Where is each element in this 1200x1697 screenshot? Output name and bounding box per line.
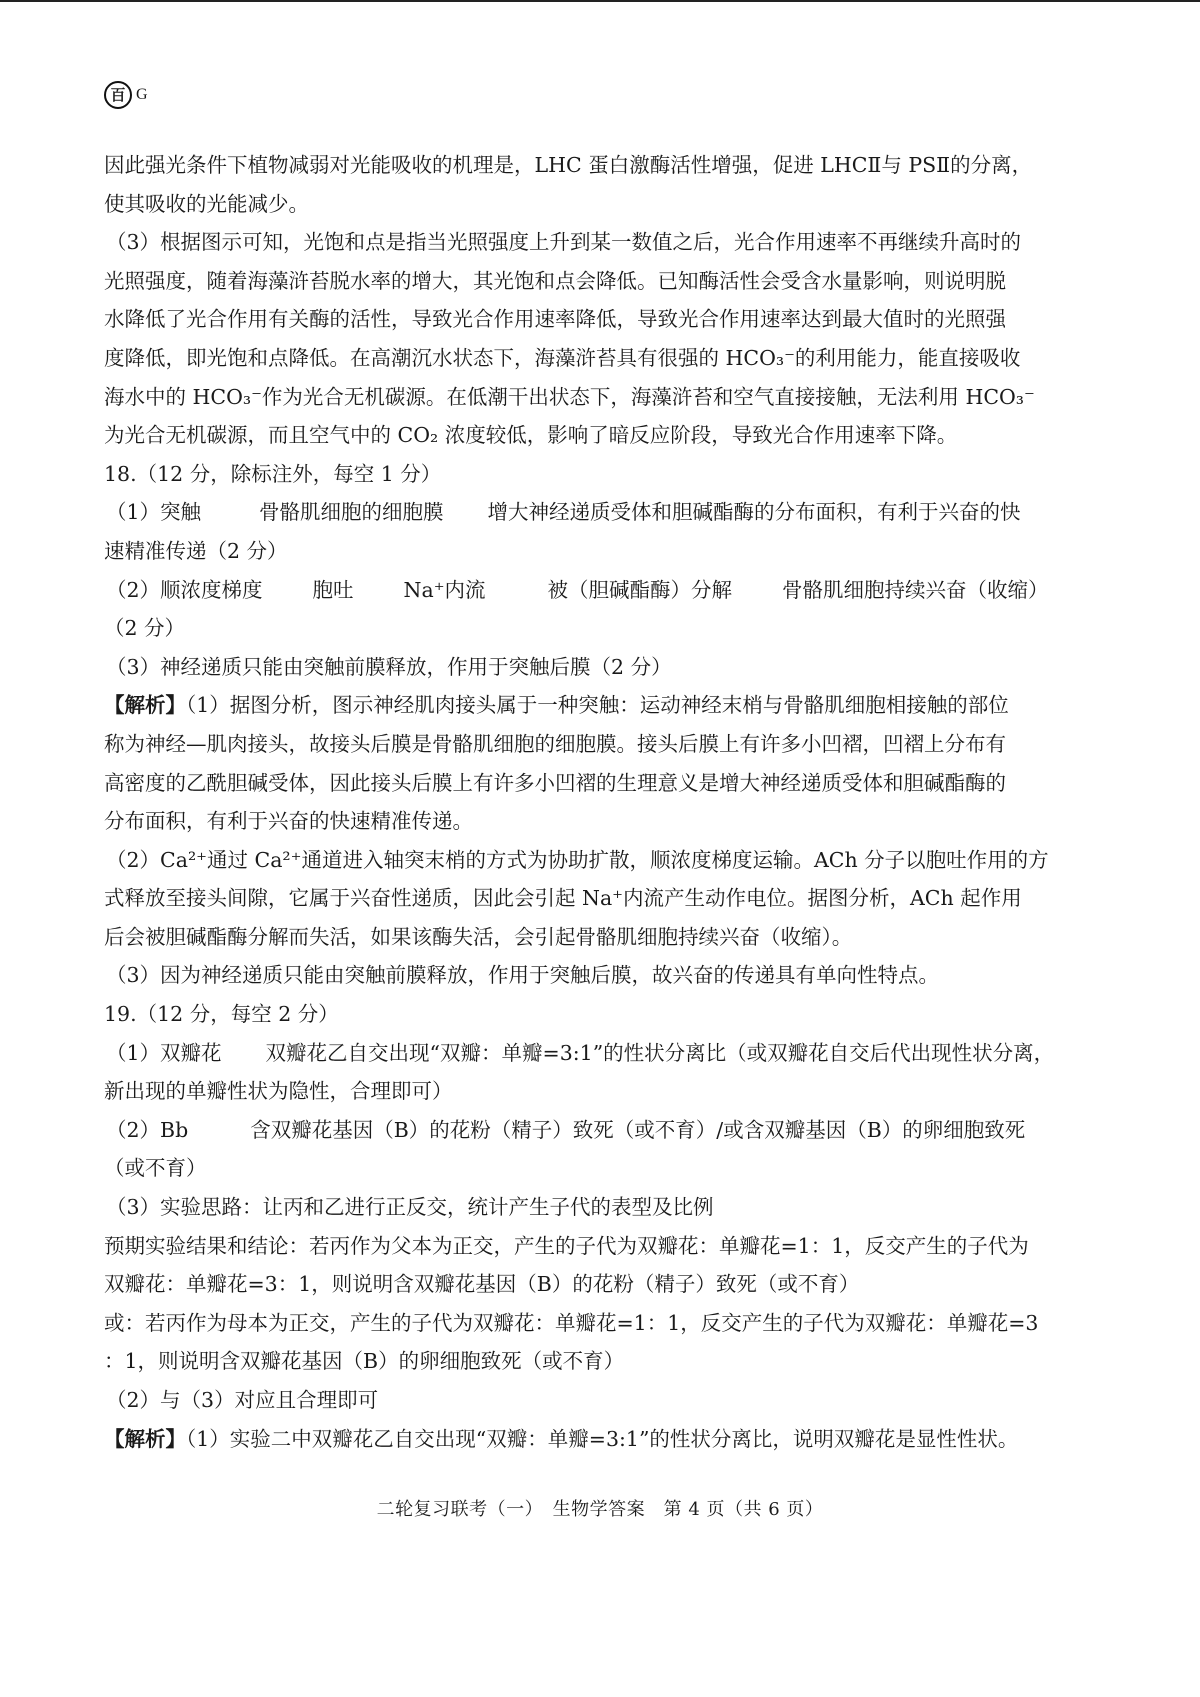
text-line: （2）Ca²⁺通过 Ca²⁺通道进入轴突末梢的方式为协助扩散，顺浓度梯度运输。ACh 分子以胞吐作用的方: [106, 847, 1049, 872]
text-line: 水降低了光合作用有关酶的活性，导致光合作用速率降低，导致光合作用速率达到最大值时的光照强: [104, 307, 1006, 332]
text-line: 称为神经—肌肉接头，故接头后膜是骨骼肌细胞的细胞膜。接头后膜上有许多小凹褶，凹褶上分布有: [104, 731, 1006, 756]
answer-part: （1）突触: [106, 500, 202, 525]
text-line: 预期实验结果和结论：若丙作为父本为正交，产生的子代为双瓣花：单瓣花=1：1，反交产生的子代为: [104, 1233, 1029, 1258]
analysis-line: [104, 686, 1100, 725]
text-line: （3）根据图示可知，光饱和点是指当光照强度上升到某一数值之后，光合作用速率不再继续升高时的: [106, 230, 1022, 255]
text-line: 后会被胆碱酯酶分解而失活，如果该酶失活，会引起骨骼肌细胞持续兴奋（收缩）。: [104, 924, 853, 949]
question-18-heading: 18.（12 分，除标注外，每空 1 分）: [104, 461, 442, 486]
text-line: 或：若丙作为母本为正交，产生的子代为双瓣花：单瓣花=1：1，反交产生的子代为双瓣花：单瓣花=3: [104, 1310, 1039, 1335]
text-line: 速精准传递（2 分）: [104, 538, 288, 563]
text-line: 式释放至接头间隙，它属于兴奋性递质，因此会引起 Na⁺内流产生动作电位。据图分析，ACh 起作用: [104, 886, 1022, 911]
answer-part: Na⁺内流: [403, 577, 486, 602]
answer-part: （2）Bb: [106, 1117, 189, 1142]
q18-answer-2: [104, 571, 1100, 610]
top-border: [0, 0, 1200, 2]
analysis-label: 【解析】: [104, 1426, 186, 1451]
answer-part: （1）双瓣花: [106, 1040, 222, 1065]
analysis-text: （1）据图分析，图示神经肌肉接头属于一种突触：运动神经末梢与骨骼肌细胞相接触的部位: [186, 693, 1009, 718]
publisher-logo: [104, 80, 148, 110]
text-line: 新出现的单瓣性状为隐性，合理即可）: [104, 1079, 453, 1104]
answer-part: 胞吐: [312, 577, 354, 602]
text-line: 使其吸收的光能减少。: [104, 191, 309, 216]
q19-answer-2: [104, 1111, 1100, 1150]
text-line: （2）与（3）对应且合理即可: [106, 1388, 379, 1412]
question-19-heading: 19.（12 分，每空 2 分）: [104, 1002, 339, 1027]
text-line: （2 分）: [104, 616, 186, 641]
text-line: 分布面积，有利于兴奋的快速精准传递。: [104, 809, 473, 834]
text-line: 因此强光条件下植物减弱对光能吸收的机理是，LHC 蛋白激酶活性增强，促进 LHCⅡ与 PSⅡ的分离，: [104, 153, 1033, 177]
text-line: （3）因为神经递质只能由突触前膜释放，作用于突触后膜，故兴奋的传递具有单向性特点。: [106, 963, 940, 988]
q19-answer-1: [104, 1034, 1100, 1073]
text-line: 海水中的 HCO₃⁻作为光合无机碳源。在低潮干出状态下，海藻浒苔和空气直接接触，无法利用 HCO₃⁻: [104, 384, 1035, 409]
text-line: 为光合无机碳源，而且空气中的 CO₂ 浓度较低，影响了暗反应阶段，导致光合作用速率下降。: [104, 423, 958, 448]
text-line: 高密度的乙酰胆碱受体，因此接头后膜上有许多小凹褶的生理意义是增大神经递质受体和胆碱酯酶的: [104, 770, 1006, 795]
q18-answer-3: （3）神经递质只能由突触前膜释放，作用于突触后膜（2 分）: [106, 654, 672, 679]
text-line: 度降低，即光饱和点降低。在高潮沉水状态下，海藻浒苔具有很强的 HCO₃⁻的利用能力，能直接吸收: [104, 345, 1021, 370]
answer-part: 含双瓣花基因（B）的花粉（精子）致死（或不育）/或含双瓣基因（B）的卵细胞致死: [250, 1117, 1026, 1142]
logo-circle-icon: 百: [104, 81, 132, 109]
analysis-text: （1）实验二中双瓣花乙自交出现“双瓣：单瓣=3:1”的性状分离比，说明双瓣花是显性性状。: [186, 1426, 1019, 1451]
answer-content: [104, 146, 1100, 1458]
analysis-line: [104, 1420, 1100, 1459]
answer-part: 增大神经递质受体和胆碱酯酶的分布面积，有利于兴奋的快: [487, 500, 1021, 525]
answer-part: （2）顺浓度梯度: [106, 577, 263, 602]
text-line: 双瓣花：单瓣花=3：1，则说明含双瓣花基因（B）的花粉（精子）致死（或不育）: [104, 1272, 860, 1297]
text-line: （或不育）: [104, 1156, 207, 1181]
answer-part: 骨骼肌细胞的细胞膜: [259, 500, 444, 525]
q19-answer-3: （3）实验思路：让丙和乙进行正反交，统计产生子代的表型及比例: [106, 1195, 714, 1220]
logo-letter: G: [136, 86, 148, 103]
text-line: ：1，则说明含双瓣花基因（B）的卵细胞致死（或不育）: [104, 1349, 625, 1374]
q18-answer-1: [104, 493, 1100, 532]
answer-part: 骨骼肌细胞持续兴奋（收缩）: [782, 577, 1049, 602]
analysis-label: 【解析】: [104, 693, 186, 718]
text-line: 光照强度，随着海藻浒苔脱水率的增大，其光饱和点会降低。已知酶活性会受含水量影响，则说明脱: [104, 268, 1006, 293]
page-footer: 二轮复习联考（一） 生物学答案 第 4 页（共 6 页）: [376, 1499, 824, 1520]
answer-part: 被（胆碱酯酶）分解: [547, 577, 733, 602]
answer-part: 双瓣花乙自交出现“双瓣：单瓣=3:1”的性状分离比（或双瓣花自交后代出现性状分离，: [265, 1040, 1055, 1065]
